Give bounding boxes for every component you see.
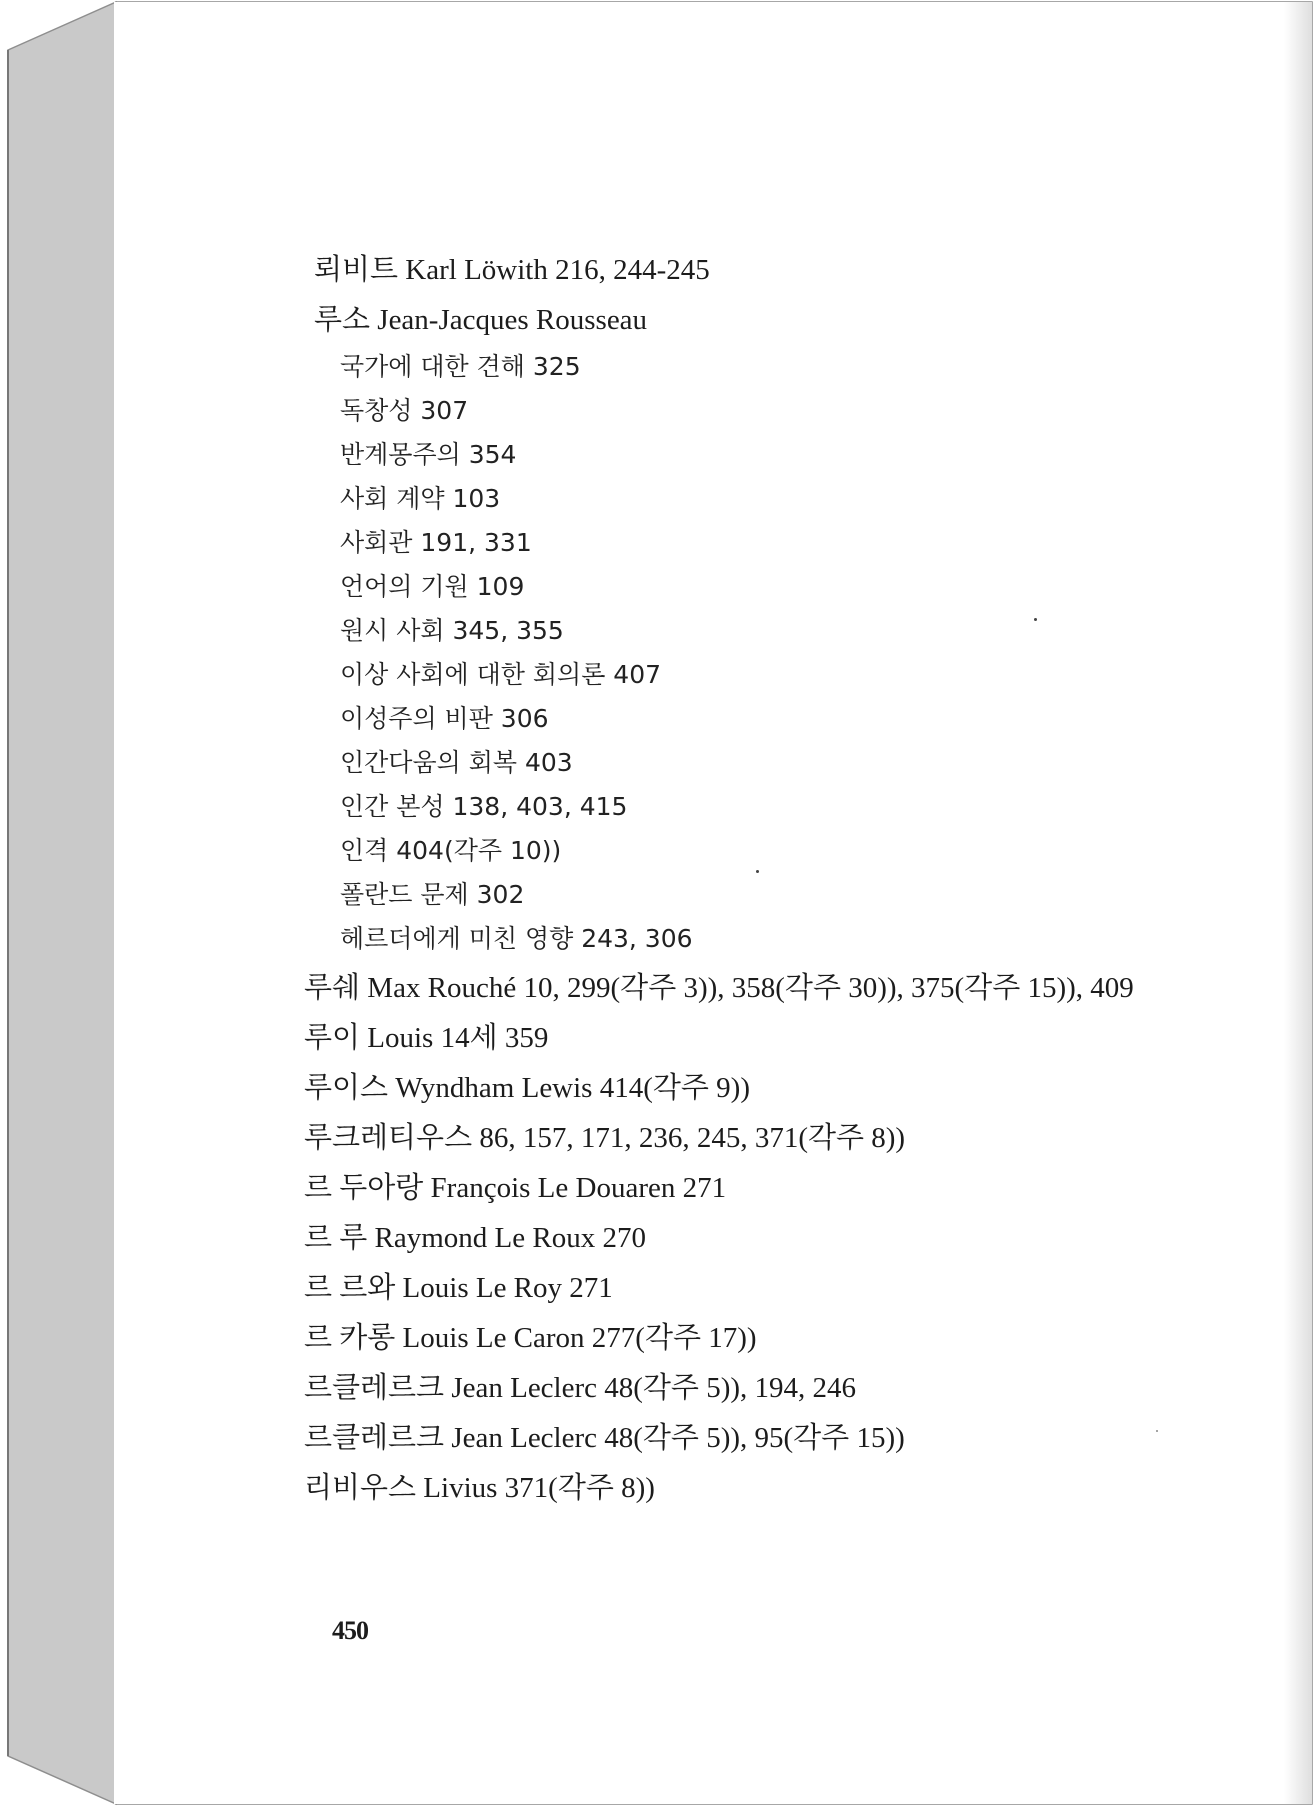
sub-entry: 인간다움의 회복 403 [340, 748, 573, 777]
index-entry: 루쉐 Max Rouché 10, 299(각주 3)), 358(각주 30)), 375(각주 15)), 409 [304, 972, 1134, 1004]
index-page [114, 2, 1312, 1804]
sub-entry: 원시 사회 345, 355 [340, 616, 564, 645]
index-entry: 르 두아랑 François Le Douaren 271 [304, 1172, 727, 1204]
index-entry: 르 카롱 Louis Le Caron 277(각주 17)) [304, 1322, 757, 1354]
index-entry: 루이 Louis 14세 359 [304, 1022, 549, 1054]
paper-speck [1034, 618, 1037, 621]
page-number: 450 [332, 1616, 368, 1645]
sub-entry: 사회관 191, 331 [340, 528, 532, 557]
index-entry: 루이스 Wyndham Lewis 414(각주 9)) [304, 1072, 750, 1104]
index-entry: 리비우스 Livius 371(각주 8)) [304, 1472, 655, 1504]
index-entry: 르 르와 Louis Le Roy 271 [304, 1272, 613, 1304]
sub-entry: 헤르더에게 미친 영향 243, 306 [340, 924, 693, 953]
index-entry: 르클레르크 Jean Leclerc 48(각주 5)), 194, 246 [304, 1372, 857, 1404]
sub-entry: 이상 사회에 대한 회의론 407 [340, 660, 662, 689]
sub-entry: 언어의 기원 109 [340, 572, 525, 601]
sub-entry: 독창성 307 [340, 396, 469, 425]
paper-speck [756, 870, 759, 873]
sub-entry: 반계몽주의 354 [340, 440, 517, 469]
index-entry: 르클레르크 Jean Leclerc 48(각주 5)), 95(각주 15)) [304, 1422, 905, 1454]
sub-entry: 인간 본성 138, 403, 415 [340, 792, 628, 821]
index-entry: 루크레티우스 86, 157, 171, 236, 245, 371(각주 8)) [304, 1122, 906, 1154]
sub-entry: 국가에 대한 견해 325 [340, 352, 581, 381]
index-entry: 루소 Jean-Jacques Rousseau [314, 304, 648, 336]
sub-entry: 인격 404(각주 10)) [340, 836, 562, 865]
index-entries [114, 2, 1312, 1804]
paper-speck [1156, 1430, 1158, 1432]
sub-entry: 이성주의 비판 306 [340, 704, 549, 733]
sub-entry: 폴란드 문제 302 [340, 880, 525, 909]
index-entry: 르 루 Raymond Le Roux 270 [304, 1222, 646, 1254]
index-entry: 뢰비트 Karl Löwith 216, 244-245 [314, 254, 710, 286]
sub-entry: 사회 계약 103 [340, 484, 501, 513]
